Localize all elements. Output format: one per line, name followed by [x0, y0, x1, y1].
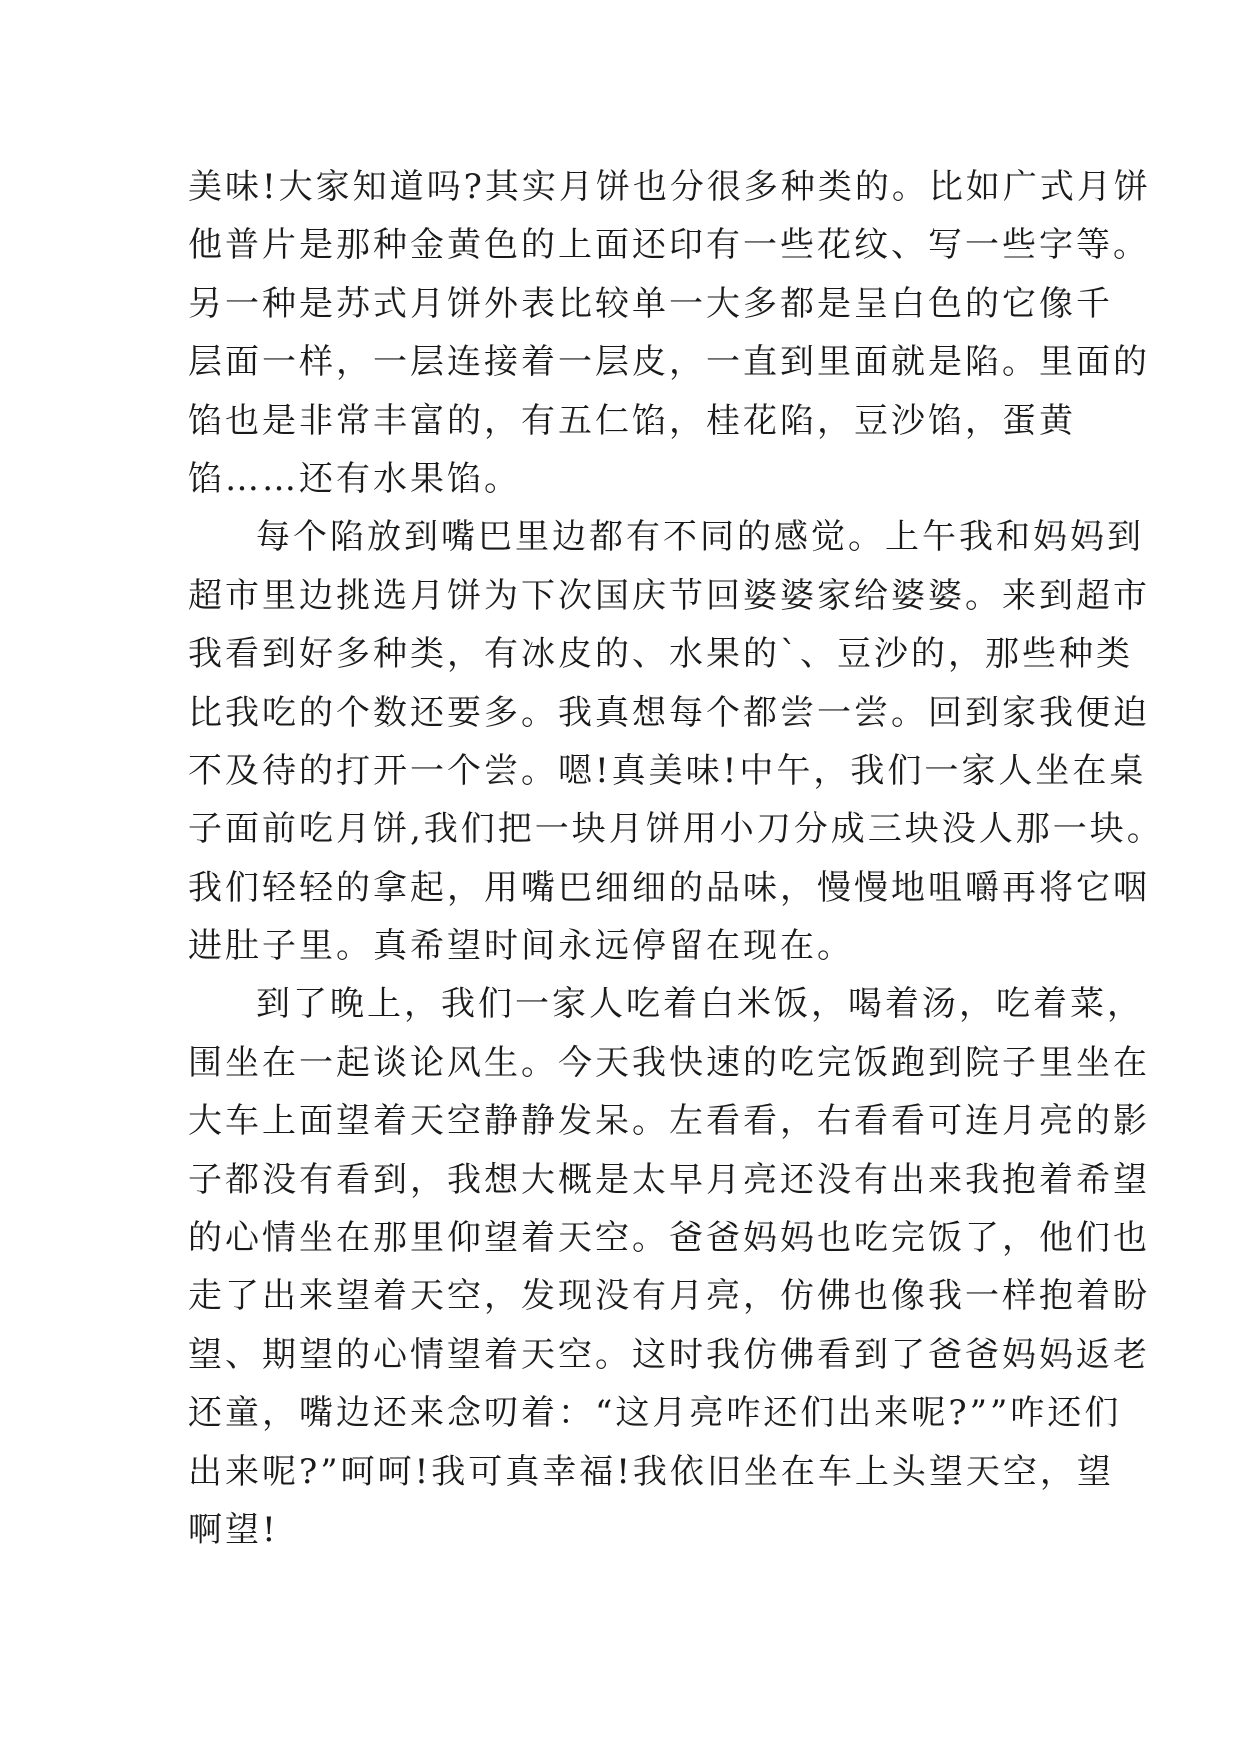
- text-line: 大车上面望着天空静静发呆。左看看，右看看可连月亮的影: [188, 1101, 1150, 1142]
- text-line: 比我吃的个数还要多。我真想每个都尝一尝。回到家我便迫: [188, 692, 1150, 733]
- text-line: 望、期望的心情望着天空。这时我仿佛看到了爸爸妈妈返老: [188, 1334, 1150, 1375]
- text-line: 我们轻轻的拿起，用嘴巴细细的品味，慢慢地咀嚼再将它咽: [188, 867, 1150, 908]
- text-line: 子面前吃月饼,我们把一块月饼用小刀分成三块没人那一块。: [188, 809, 1164, 850]
- paragraph-first-line: 每个陷放到嘴巴里边都有不同的感觉。上午我和妈妈到: [256, 517, 1144, 558]
- document-body: [188, 158, 1164, 1559]
- text-line: 超市里边挑选月饼为下次国庆节回婆婆家给婆婆。来到超市: [188, 575, 1150, 616]
- text-line: 围坐在一起谈论风生。今天我快速的吃完饭跑到院子里坐在: [188, 1042, 1150, 1083]
- text-line: 不及待的打开一个尝。嗯!真美味!中午，我们一家人坐在桌: [188, 750, 1147, 791]
- text-line: 出来呢?”呵呵!我可真幸福!我依旧坐在车上头望天空，望: [188, 1451, 1114, 1492]
- text-line: 层面一样，一层连接着一层皮，一直到里面就是陷。里面的: [188, 342, 1150, 383]
- text-line: 馅也是非常丰富的，有五仁馅，桂花陷，豆沙馅，蛋黄: [188, 400, 1076, 441]
- text-line: 子都没有看到，我想大概是太早月亮还没有出来我抱着希望: [188, 1159, 1150, 1200]
- text-line: 进肚子里。真希望时间永远停留在现在。: [188, 926, 854, 967]
- text-line: 的心情坐在那里仰望着天空。爸爸妈妈也吃完饭了，他们也: [188, 1218, 1150, 1259]
- text-line: 馅……还有水果馅。: [188, 458, 521, 499]
- text-line: 美味!大家知道吗?其实月饼也分很多种类的。比如广式月饼: [188, 167, 1151, 207]
- text-line: 我看到好多种类，有冰皮的、水果的`、豆沙的，那些种类: [188, 634, 1133, 675]
- text-line: 啊望!: [188, 1509, 279, 1550]
- text-line: 还童，嘴边还来念叨着：“这月亮咋还们出来呢?””咋还们: [188, 1393, 1122, 1434]
- paragraph-first-line: 到了晚上，我们一家人吃着白米饭，喝着汤，吃着菜，: [256, 984, 1144, 1025]
- text-line: 走了出来望着天空，发现没有月亮，仿佛也像我一样抱着盼: [188, 1276, 1150, 1317]
- text-line: 另一种是苏式月饼外表比较单一大多都是呈白色的它像千: [188, 283, 1113, 324]
- text-line: 他普片是那种金黄色的上面还印有一些花纹、写一些字等。: [188, 225, 1150, 266]
